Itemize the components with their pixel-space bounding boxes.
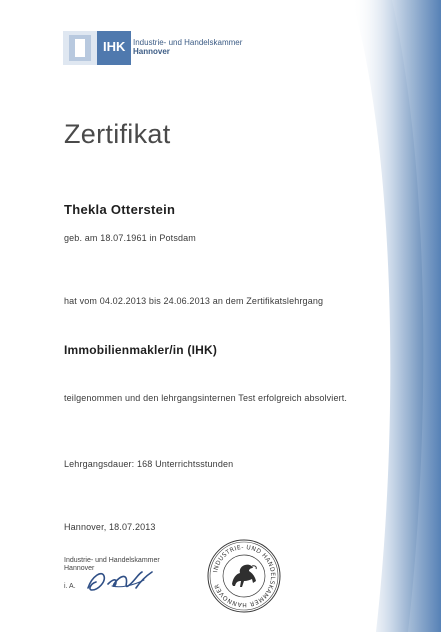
result-line: teilgenommen und den lehrgangsinternen Test erfolgreich absolviert. bbox=[64, 393, 348, 403]
period-line: hat vom 04.02.2013 bis 24.06.2013 an dem Zertifikatslehrgang bbox=[64, 296, 324, 306]
birth-line: geb. am 18.07.1961 in Potsdam bbox=[64, 233, 196, 243]
svg-text:INDUSTRIE- UND HANDELSKAMMER H: INDUSTRIE- UND HANDELSKAMMER HANNOVER bbox=[212, 543, 277, 609]
signature bbox=[82, 566, 162, 596]
official-seal-icon bbox=[206, 538, 282, 614]
issuer-line-2: Hannover bbox=[64, 565, 95, 572]
logo-line-2: Hannover bbox=[133, 47, 170, 56]
logo-mark-text: IHK bbox=[103, 39, 126, 54]
duration-line: Lehrgangsdauer: 168 Unterrichtsstunden bbox=[64, 459, 234, 469]
issuer-line-1: Industrie- und Handelskammer bbox=[64, 557, 160, 564]
place-date: Hannover, 18.07.2013 bbox=[64, 522, 156, 532]
recipient-name: Thekla Otterstein bbox=[64, 202, 176, 217]
logo-line-1: Industrie- und Handelskammer bbox=[133, 38, 243, 47]
certificate-title: Zertifikat bbox=[64, 119, 171, 149]
logo-caption bbox=[133, 38, 242, 56]
course-title: Immobilienmakler/in (IHK) bbox=[64, 343, 218, 357]
ihk-logo bbox=[63, 31, 243, 65]
ia-label: i. A. bbox=[64, 583, 76, 590]
